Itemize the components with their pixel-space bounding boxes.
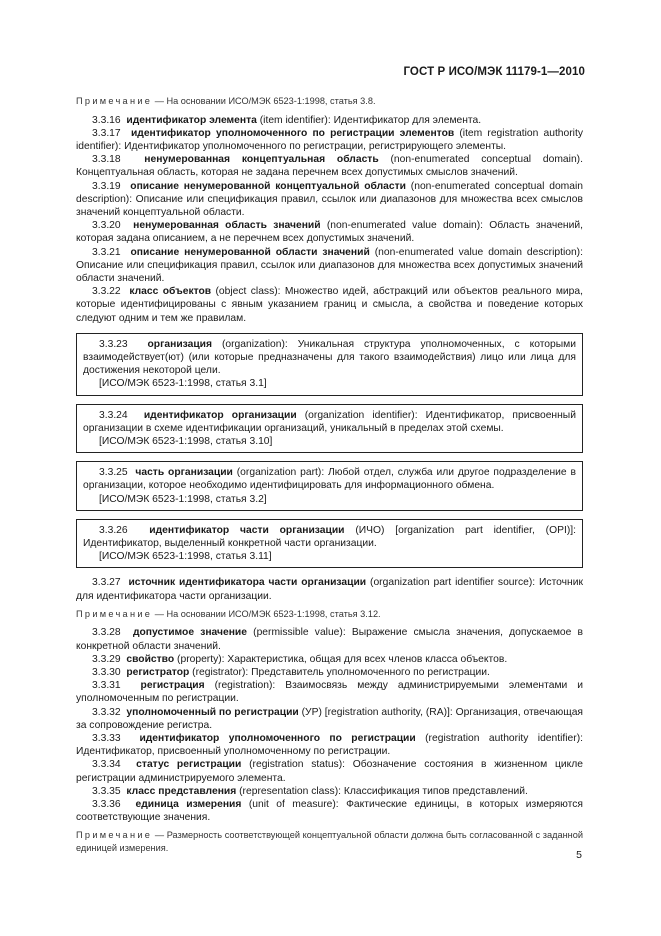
definition-text: (non-enumerated value domain description): Описание или спецификация правил, ссылок или диапазонов для множества всех допустимых значений области значений. xyxy=(76,246,583,284)
clause-number: 3.3.17 xyxy=(92,127,121,139)
definition-3-3-34 xyxy=(76,758,583,784)
clause-number: 3.3.21 xyxy=(92,246,121,258)
term: организация xyxy=(147,338,213,350)
definition-text: (representation class): Классификация типов представлений. xyxy=(236,785,528,797)
source-reference: [ИСО/МЭК 6523-1:1998, статья 3.2] xyxy=(99,493,267,505)
clause-number: 3.3.27 xyxy=(92,577,121,589)
definition-3-3-31 xyxy=(76,679,583,705)
term: класс объектов xyxy=(129,286,212,298)
definition-text: (organization): Уникальная структура уполномоченных, с которыми взаимодействует(ют) (или которые предназначены для такого взаимодействия) лицо или лица для достижения некоторой цели. xyxy=(83,338,576,377)
definition-3-3-18 xyxy=(76,153,583,179)
note-label: Примечание xyxy=(76,96,153,106)
clause-number: 3.3.24 xyxy=(99,409,128,421)
definition-3-3-21 xyxy=(76,246,583,286)
clause-number: 3.3.34 xyxy=(92,759,121,771)
clause-number: 3.3.33 xyxy=(92,732,121,744)
term: источник идентификатора части организации xyxy=(128,577,367,589)
definition-3-3-28 xyxy=(76,626,583,652)
note-text: — На основании ИСО/МЭК 6523-1:1998, статья 3.12. xyxy=(152,608,381,619)
definition-3-3-16 xyxy=(76,114,583,127)
definition-text: (registration): Взаимосвязь между администрируемыми элементами и уполномоченным по регистрации. xyxy=(76,680,583,705)
definition-text: (permissible value): Выражение смысла значения, допускаемое в конкретной области значений. xyxy=(76,627,584,652)
definition-text: (УР) [registration authority, (RA)]: Организация, отвечающая за сопровождение регистра. xyxy=(76,706,583,731)
definition-text: (non-enumerated conceptual domain). Концептуальная область, которая не задана перечнем всех допустимых смыслов значений. xyxy=(76,154,583,179)
clause-number: 3.3.18 xyxy=(92,154,121,166)
clause-number: 3.3.32 xyxy=(92,706,121,718)
definition-3-3-25 xyxy=(83,466,576,492)
definition-3-3-23 xyxy=(83,338,576,378)
framed-definition-3-3-26 xyxy=(76,519,583,569)
clause-number: 3.3.29 xyxy=(92,653,121,665)
definition-text: (ИЧО) [organization part identifier, (OPI)]: Идентификатор, выделенный конкретной части организации. xyxy=(83,524,576,549)
term: идентификатор организации xyxy=(143,409,297,421)
term: единица измерения xyxy=(135,798,242,810)
term: описание ненумерованной концептуальной области xyxy=(130,180,406,192)
term: допустимое значение xyxy=(132,627,247,639)
document-header: ГОСТ Р ИСО/МЭК 11179-1—2010 xyxy=(403,66,585,78)
definition-text: (registration status): Обозначение состояния в жизненном цикле регистрации администрируемого элемента. xyxy=(76,759,583,784)
clause-number: 3.3.23 xyxy=(99,338,128,350)
clause-number: 3.3.36 xyxy=(92,798,121,810)
note-label: Примечание xyxy=(76,608,153,619)
definition-text: (organization identifier): Идентификатор, присвоенный организации в схеме идентификации организаций, уникальный в пределах этой схемы. xyxy=(83,409,576,434)
term: идентификатор элемента xyxy=(126,114,257,126)
definition-text: (non-enumerated conceptual domain description): Описание или спецификация правил, ссылок или диапазонов для множества всех смыслов значений концептуальной области. xyxy=(76,180,584,218)
definition-3-3-20 xyxy=(76,219,583,245)
clause-number: 3.3.35 xyxy=(92,785,121,797)
clause-number: 3.3.28 xyxy=(92,627,121,639)
term: уполномоченный по регистрации xyxy=(126,706,299,718)
note-text: — На основании ИСО/МЭК 6523-1:1998, статья 3.8. xyxy=(152,96,376,106)
clause-number: 3.3.20 xyxy=(92,220,121,232)
definition-text: (object class): Множество идей, абстракций или объектов реального мира, которые идентифицированы с явным указанием границ и смысла, а свойства и поведение которых следуют одним и тем же правилам. xyxy=(76,286,583,324)
term: свойство xyxy=(126,653,175,665)
term: класс представления xyxy=(126,785,237,797)
definition-text: (item registration authority identifier): Идентификатор уполномоченного по регистрации, регистрирующего элементы. xyxy=(76,127,583,152)
term: идентификатор уполномоченного по регистрации xyxy=(139,732,416,744)
definition-text: (item identifier): Идентификатор для элемента. xyxy=(256,114,482,126)
clause-number: 3.3.16 xyxy=(92,114,121,126)
term: идентификатор части организации xyxy=(149,524,345,536)
framed-definition-3-3-23 xyxy=(76,333,583,396)
framed-definition-3-3-24 xyxy=(76,404,583,454)
definition-3-3-36 xyxy=(76,798,583,824)
definition-3-3-22 xyxy=(76,285,583,325)
definition-text: (non-enumerated value domain): Область значений, которая задана описанием, а не перечнем всех допустимых значений. xyxy=(76,220,583,245)
definition-3-3-19 xyxy=(76,180,583,220)
term: ненумерованная концептуальная область xyxy=(144,154,379,166)
clause-number: 3.3.31 xyxy=(92,680,121,692)
definition-3-3-32 xyxy=(76,706,583,732)
definition-text: (organization part): Любой отдел, служба или другое подразделение в организации, которое необходимо идентифицировать для информационного обмена. xyxy=(83,467,576,492)
definition-3-3-33 xyxy=(76,732,583,758)
clause-number: 3.3.30 xyxy=(92,666,121,678)
definition-3-3-27 xyxy=(76,576,583,602)
framed-definition-3-3-25 xyxy=(76,461,583,511)
term: регистрация xyxy=(140,680,205,692)
source-reference: [ИСО/МЭК 6523-1:1998, статья 3.10] xyxy=(99,435,273,447)
definition-3-3-30 xyxy=(76,666,583,679)
definition-3-3-26 xyxy=(83,524,576,550)
document-body xyxy=(76,95,583,860)
definition-text: (registrator): Представитель уполномоченного по регистрации. xyxy=(189,666,490,678)
definition-text: (property): Характеристика, общая для всех членов класса объектов. xyxy=(174,653,508,665)
definition-3-3-24 xyxy=(83,409,576,435)
note xyxy=(76,608,583,621)
definition-text: (unit of measure): Фактические единицы, в которых измеряются соответствующие значения. xyxy=(76,798,584,824)
term: регистратор xyxy=(126,666,190,678)
term: часть организации xyxy=(135,467,233,479)
definition-3-3-35 xyxy=(76,785,583,798)
clause-number: 3.3.26 xyxy=(99,524,128,536)
term: статус регистрации xyxy=(136,759,242,771)
note-label: Примечание xyxy=(76,830,153,841)
term: ненумерованная область значений xyxy=(133,220,321,232)
definition-text: (registration authority identifier): Идентификатор, присвоенный уполномоченному по регистрации. xyxy=(76,732,583,758)
term: описание ненумерованной области значений xyxy=(130,246,370,258)
note xyxy=(76,829,583,854)
page-number: 5 xyxy=(576,849,582,861)
note xyxy=(76,95,583,108)
term: идентификатор уполномоченного по регистрации элементов xyxy=(130,127,455,139)
source-reference: [ИСО/МЭК 6523-1:1998, статья 3.11] xyxy=(99,551,272,563)
definition-3-3-29 xyxy=(76,653,583,666)
definition-3-3-17 xyxy=(76,127,583,153)
clause-number: 3.3.22 xyxy=(92,286,121,298)
note-text: — Размерность соответствующей концептуальной области должна быть согласованной с заданной единицей измерения. xyxy=(76,830,583,853)
definition-text: (organization part identifier source): Источник для идентификатора части организации. xyxy=(76,577,583,602)
clause-number: 3.3.19 xyxy=(92,180,121,192)
clause-number: 3.3.25 xyxy=(99,467,128,479)
source-reference: [ИСО/МЭК 6523-1:1998, статья 3.1] xyxy=(99,378,267,390)
